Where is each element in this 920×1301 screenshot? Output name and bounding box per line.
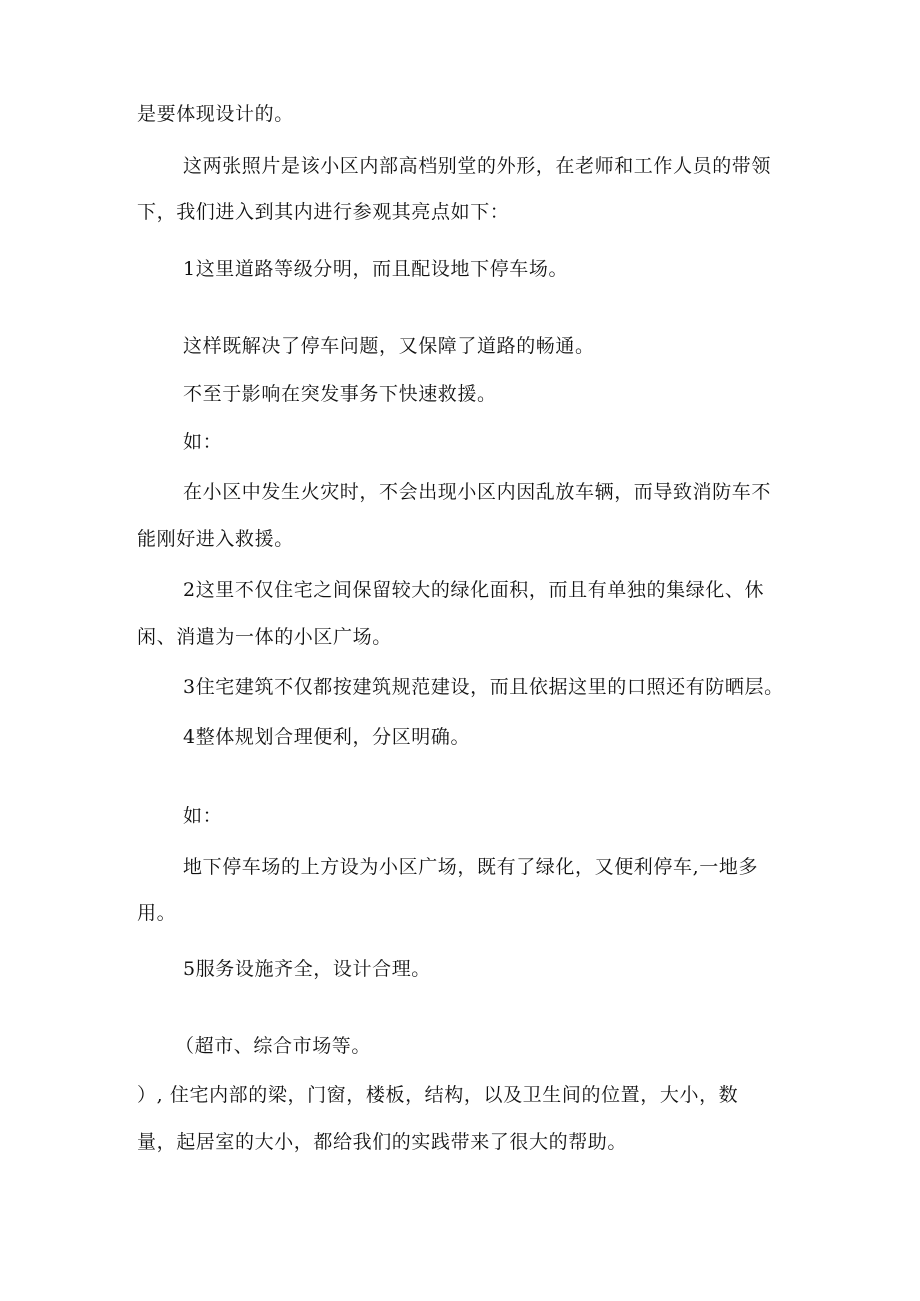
text-line-2: 这两张照片是该小区内部高档别堂的外形，在老师和工作人员的带领	[183, 155, 772, 177]
text-line-18: （超市、综合市场等。	[175, 1035, 372, 1057]
text-line-13: 4整体规划合理便利，分区明确。	[183, 726, 471, 748]
text-line-5: 这样既解决了停车问题，又保障了道路的畅通。	[183, 335, 595, 357]
text-line-10: 2这里不仅住宅之间保留较大的绿化面积，而且有单独的集绿化、休	[183, 579, 765, 601]
text-line-12: 3住宅建筑不仅都按建筑规范建设，而且依据这里的口照还有防晒层。	[183, 676, 784, 698]
text-line-16: 用。	[137, 902, 177, 924]
text-line-20: 量，起居室的大小，都给我们的实践带来了很大的帮助。	[137, 1131, 628, 1153]
text-line-4: 1这里道路等级分明，而且配设地下停车场。	[183, 258, 569, 280]
text-line-17: 5服务设施齐全，设计合理。	[183, 958, 431, 980]
text-line-6: 不至于影响在突发事务下快速救援。	[183, 383, 497, 405]
text-line-9: 能刚好进入救援。	[137, 528, 294, 550]
text-line-7: 如：	[183, 431, 223, 453]
text-line-14: 如：	[183, 805, 223, 827]
text-line-3: 下，我们进入到其内进行参观其亮点如下：	[137, 201, 510, 223]
text-line-11: 闲、消遣为一体的小区广场。	[137, 626, 392, 648]
text-line-8: 在小区中发生火灾时，不会出现小区内因乱放车辆，而导致消防车不	[183, 481, 772, 503]
text-line-15: 地下停车场的上方设为小区广场，既有了绿化，又便利停车,一地多	[183, 856, 759, 878]
text-line-1: 是要体现设计的。	[137, 103, 294, 125]
text-line-19: ）, 住宅内部的梁，门窗，楼板，结构，以及卫生间的位置，大小，数	[137, 1084, 739, 1106]
